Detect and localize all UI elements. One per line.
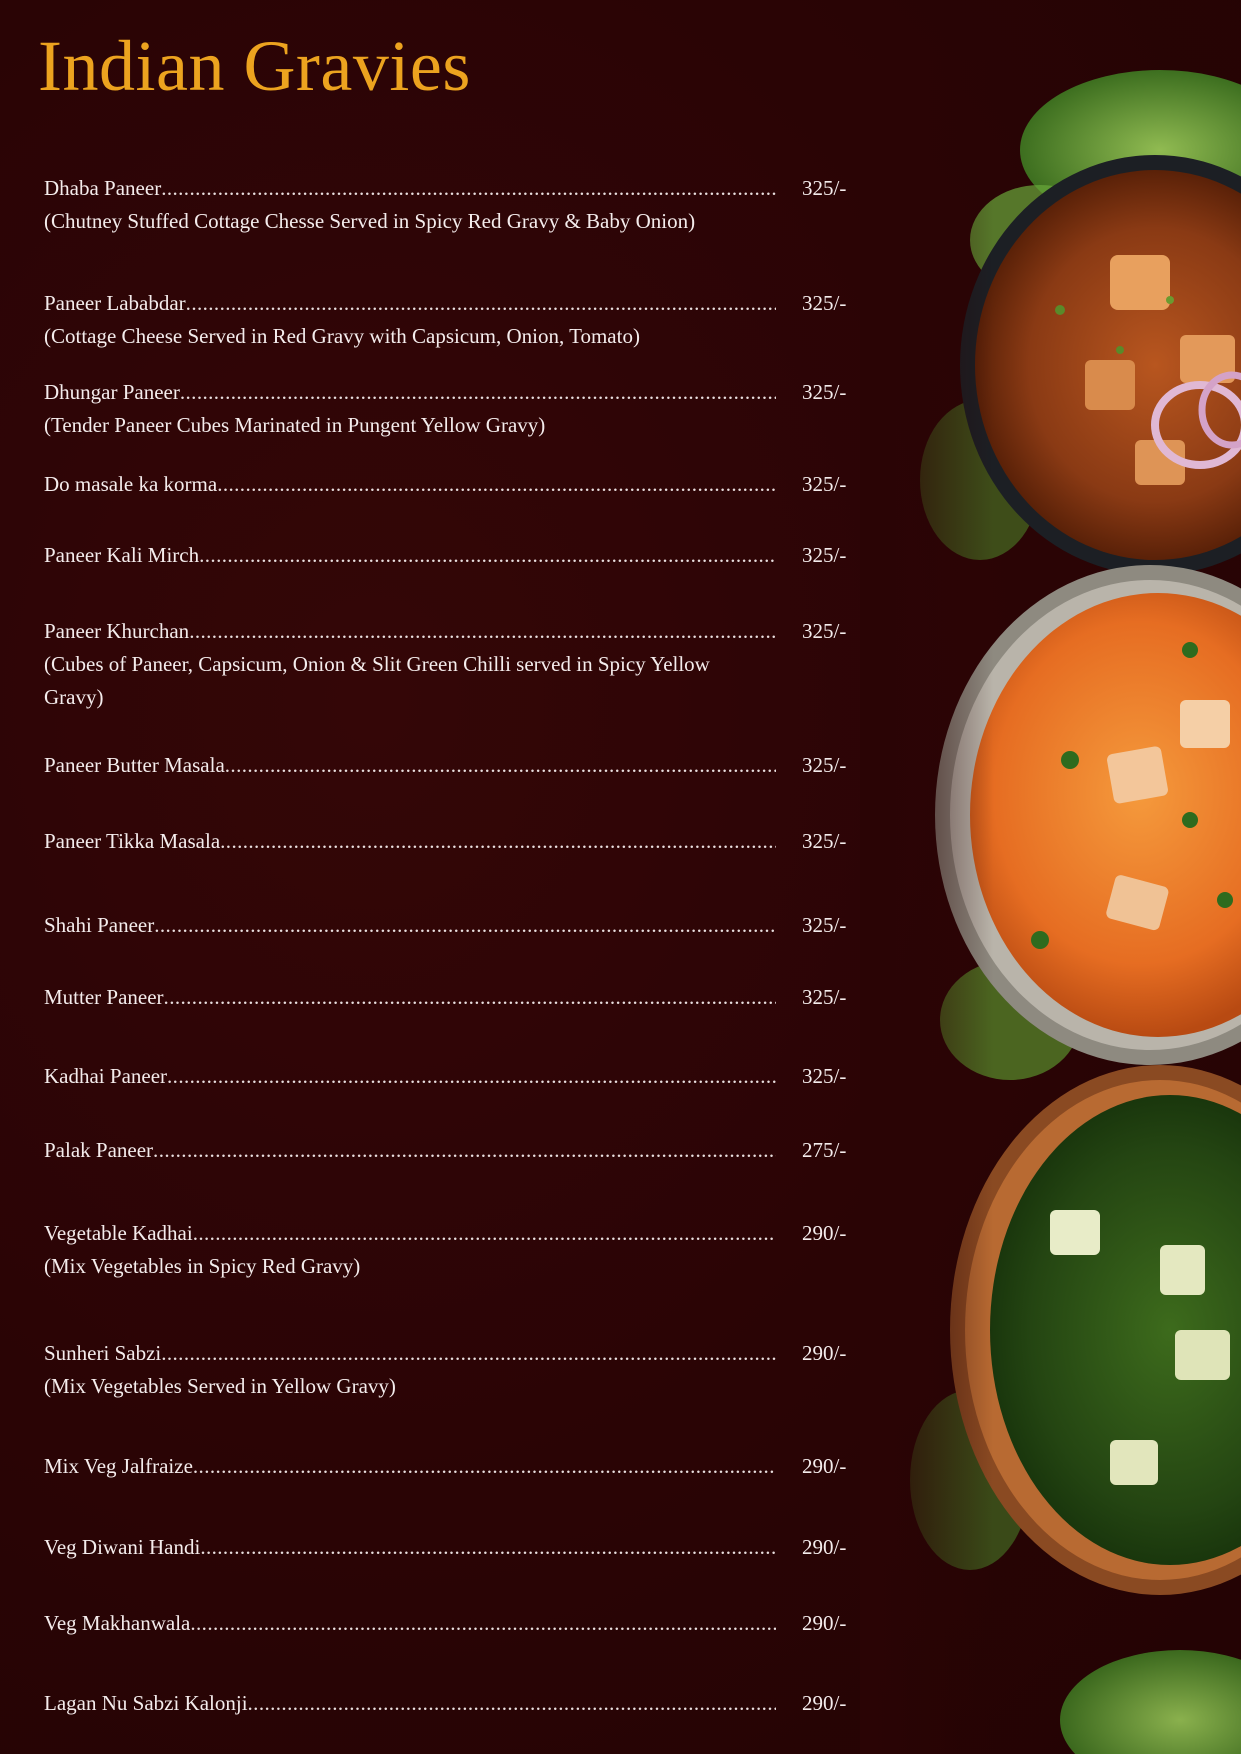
menu-item-row [44,1531,856,1564]
menu-item [44,172,856,238]
menu-item-row [44,1450,856,1483]
menu-item-description: (Cubes of Paneer, Capsicum, Onion & Slit Green Chilli served in Spicy Yellow Gravy) [44,652,710,709]
menu-item-price: 325/- [802,829,847,853]
menu-item-row [44,539,856,572]
menu-item-description: (Tender Paneer Cubes Marinated in Pungent Yellow Gravy) [44,413,546,437]
menu-item-price: 325/- [802,543,847,567]
menu-item-row [44,287,856,320]
menu-item-row [44,1134,856,1167]
menu-item-row [44,376,856,409]
menu-item-price: 290/- [802,1691,847,1715]
menu-item-name: Dhaba Paneer ..... [44,172,776,205]
menu-item-price: 290/- [802,1454,847,1478]
menu-item [44,287,856,353]
menu-item-name: Shahi Paneer ..... [44,909,776,942]
menu-item-row [44,981,856,1014]
menu-item-name: Paneer Khurchan ..... [44,615,776,648]
menu-item-price: 290/- [802,1221,847,1245]
menu-item-name: Lagan Nu Sabzi Kalonji ..... [44,1687,776,1720]
menu-item [44,468,856,501]
menu-item [44,1337,856,1403]
menu-item-row [44,909,856,942]
menu-item [44,981,856,1014]
menu-item [44,539,856,572]
menu-item [44,1607,856,1640]
menu-item-row [44,1607,856,1640]
menu-item-price: 275/- [802,1138,847,1162]
menu-item-name: Vegetable Kadhai ..... [44,1217,776,1250]
menu-item-name: Mutter Paneer ..... [44,981,776,1014]
menu-item-row [44,1687,856,1720]
menu-item-price: 325/- [802,1064,847,1088]
menu-item [44,1531,856,1564]
menu-item [44,1217,856,1283]
menu-item-description: (Mix Vegetables in Spicy Red Gravy) [44,1254,361,1278]
page-title: Indian Gravies [38,26,471,106]
menu-item-row [44,1337,856,1370]
menu-item [44,376,856,442]
menu-item-row [44,172,856,205]
menu-item-name: Dhungar Paneer ..... [44,376,776,409]
menu-item [44,1060,856,1093]
menu-item-row [44,825,856,858]
menu-item-price: 290/- [802,1611,847,1635]
menu-item-name: Sunheri Sabzi ..... [44,1337,776,1370]
menu-item [44,1687,856,1720]
menu-item-price: 290/- [802,1341,847,1365]
menu-item-name: Paneer Tikka Masala ..... [44,825,776,858]
menu-item-name: Veg Makhanwala ..... [44,1607,776,1640]
menu-item [44,615,856,714]
menu-item-description: (Chutney Stuffed Cottage Chesse Served in Spicy Red Gravy & Baby Onion) [44,209,696,233]
menu-item-name: Paneer Kali Mirch ..... [44,539,776,572]
menu-item-description: (Cottage Cheese Served in Red Gravy with Capsicum, Onion, Tomato) [44,324,640,348]
menu-item-name: Kadhai Paneer ..... [44,1060,776,1093]
food-photo-illustration [860,60,1241,1754]
menu-item [44,909,856,942]
menu-item-price: 325/- [802,380,847,404]
menu-item-name: Paneer Lababdar ..... [44,287,776,320]
menu-item-description: (Mix Vegetables Served in Yellow Gravy) [44,1374,396,1398]
menu-item-name: Paneer Butter Masala ..... [44,749,776,782]
menu-item-row [44,615,856,648]
menu-item-price: 325/- [802,291,847,315]
menu-item-price: 325/- [802,985,847,1009]
menu-item-price: 325/- [802,913,847,937]
menu-item-price: 325/- [802,472,847,496]
menu-item-price: 325/- [802,753,847,777]
menu-item-price: 325/- [802,619,847,643]
menu-item [44,825,856,858]
menu-item-name: Veg Diwani Handi ..... [44,1531,776,1564]
menu-item-row [44,1060,856,1093]
menu-item [44,749,856,782]
menu-item-row [44,1217,856,1250]
menu-item-price: 325/- [802,176,847,200]
menu-item-name: Do masale ka korma ..... [44,468,776,501]
menu-item-row [44,749,856,782]
menu-item [44,1450,856,1483]
menu-item-name: Palak Paneer ..... [44,1134,776,1167]
menu-item-row [44,468,856,501]
menu-item [44,1134,856,1167]
menu-item-name: Mix Veg Jalfraize ..... [44,1450,776,1483]
menu-item-price: 290/- [802,1535,847,1559]
food-image-panel [860,60,1241,1754]
